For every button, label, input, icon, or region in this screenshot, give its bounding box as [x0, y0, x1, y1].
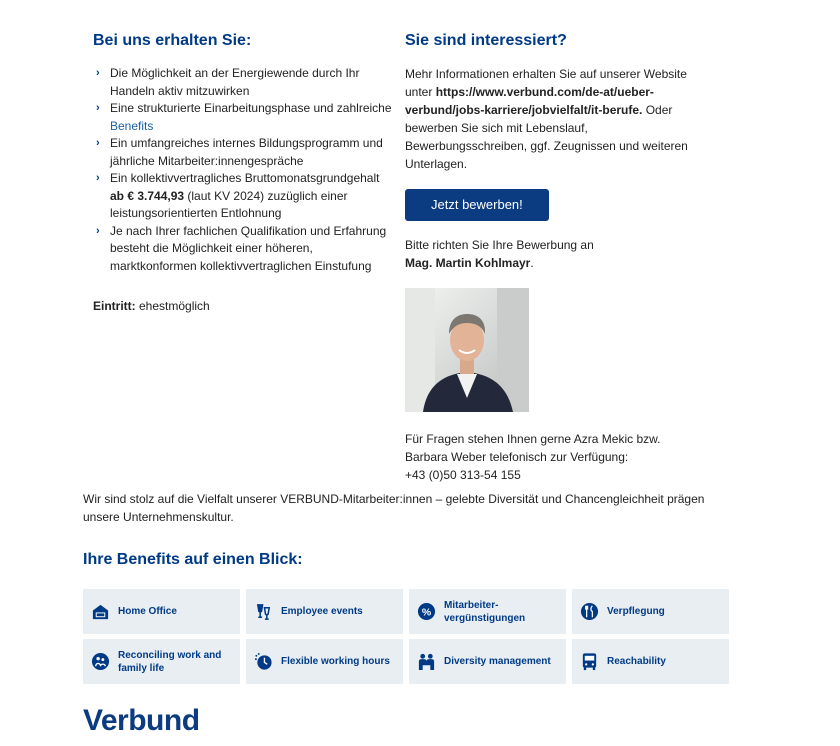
questions-text: Für Fragen stehen Ihnen gerne Azra Mekic bzw. Barbara Weber telefonisch zur Verfügung: +43 (0)50 313-54 155 — [405, 432, 661, 482]
salary-amount: ab € 3.744,93 — [110, 188, 185, 203]
offer-heading: Bei uns erhalten Sie: — [93, 32, 252, 49]
chevron-right-icon: › — [96, 67, 100, 79]
offer-item: › Je nach Ihrer fachlichen Qualifikation und Erfahrung besteht die Möglichkeit einer höheren, marktkonformen kollektivvertraglichen Einstufung — [96, 223, 387, 273]
offer-item: › Ein kollektivvertragliches Bruttomonatsgrundgehalt ab € 3.744,93 (laut KV 2024) zuzüglich einer leistungsorientierten Entlohnung — [96, 171, 380, 220]
bus-icon — [580, 652, 599, 671]
chevron-right-icon: › — [96, 224, 100, 237]
benefit-tile-home-office: Home Office — [83, 589, 240, 634]
benefit-tile-catering: Verpflegung — [572, 589, 729, 634]
apply-button[interactable]: Jetzt bewerben! — [405, 189, 549, 221]
benefit-tile-reachability: Reachability — [572, 639, 729, 684]
contact-name: Mag. Martin Kohlmayr — [405, 256, 531, 270]
chevron-right-icon: › — [96, 172, 100, 184]
website-link[interactable]: https://www.verbund.com/de-at/ueber-verbund/jobs-karriere/jobvielfalt/it-berufe. — [405, 85, 654, 117]
benefit-tile-diversity: Diversity management — [409, 639, 566, 684]
start-date: Eintritt: ehestmöglich — [93, 299, 210, 313]
benefit-tile-family: Reconciling work and family life — [83, 639, 240, 684]
offer-section — [93, 32, 393, 315]
clock-icon — [254, 652, 273, 671]
benefits-heading: Ihre Benefits auf einen Blick: — [83, 551, 303, 568]
apply-section — [405, 32, 705, 484]
phone-number[interactable]: +43 (0)50 313-54 155 — [405, 468, 521, 482]
home-office-icon — [91, 602, 110, 621]
diversity-statement: Wir sind stolz auf die Vielfalt unserer VERBUND-Mitarbeiter:innen – gelebte Diversität und Chancengleichheit prägen unsere Unternehmenskultur. — [83, 492, 705, 524]
chevron-right-icon: › — [96, 102, 100, 114]
benefit-tile-discounts: % Mitarbeiter-vergünstigungen — [409, 589, 566, 634]
percent-icon — [417, 602, 436, 621]
verbund-logo[interactable]: Verbund — [83, 704, 200, 737]
offer-item: › Eine strukturierte Einarbeitungsphase und zahlreiche Benefits — [96, 101, 392, 133]
benefit-tile-flexible-hours: Flexible working hours — [246, 639, 403, 684]
benefits-grid — [83, 589, 728, 684]
offer-list — [93, 65, 393, 275]
benefit-tile-employee-events: Employee events — [246, 589, 403, 634]
people-icon — [417, 652, 436, 671]
cutlery-icon — [580, 602, 599, 621]
info-text: Mehr Informationen erhalten Sie auf unserer Website unter https://www.verbund.com/de-at/ueber-verbund/jobs-karriere/jobvielfalt/it-berufe. Oder bewerben Sie sich mit Lebenslauf, Bewerbungsschreiben, ggf. Zeugnissen und weiteren Unterlagen. — [405, 67, 688, 171]
svg-text:%: % — [421, 607, 432, 619]
benefits-link[interactable]: Benefits — [110, 118, 154, 133]
apply-heading: Sie sind interessiert? — [405, 32, 567, 49]
offer-item: › Die Möglichkeit an der Energiewende durch Ihr Handeln aktiv mitzuwirken — [96, 66, 360, 98]
contact-photo — [405, 288, 529, 412]
family-icon — [91, 652, 110, 671]
contact-note: Bitte richten Sie Ihre Bewerbung an Mag. Martin Kohlmayr. — [405, 238, 594, 270]
chevron-right-icon: › — [96, 137, 100, 149]
offer-item: › Ein umfangreiches internes Bildungsprogramm und jährliche Mitarbeiter:innengespräche — [96, 136, 383, 168]
champagne-glasses-icon — [254, 602, 273, 621]
